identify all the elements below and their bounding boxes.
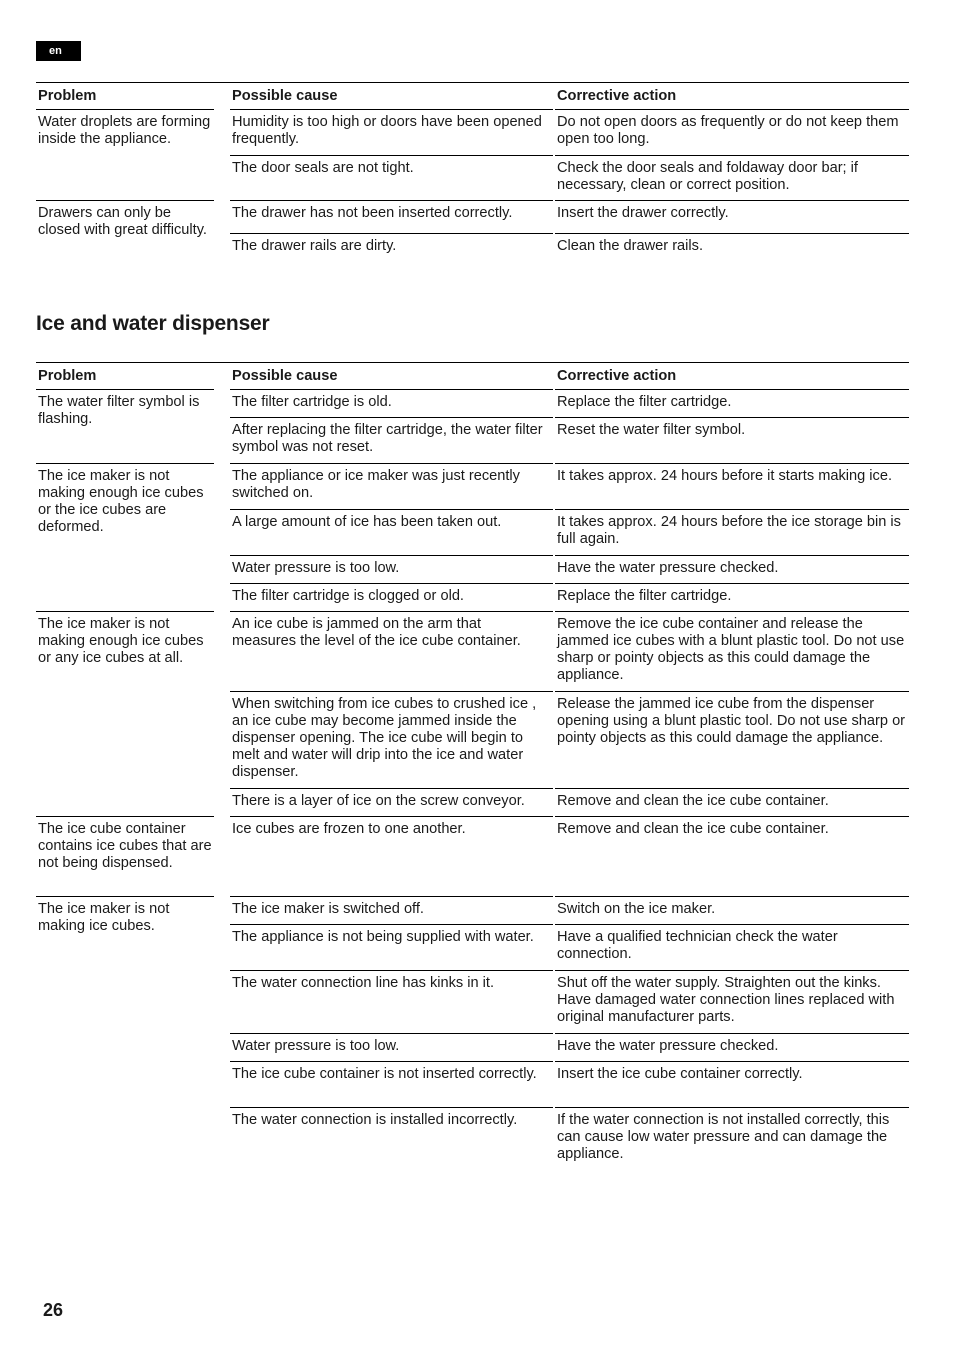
cause-cell: Ice cubes are frozen to one another.	[223, 816, 555, 896]
action-cell: Remove and clean the ice cube container.	[555, 816, 909, 896]
column-header-problem: Problem	[38, 88, 97, 104]
table-row	[36, 896, 909, 924]
cause-cell: The filter cartridge is old.	[223, 389, 555, 417]
cause-cell: The ice cube container is not inserted correctly.	[223, 1061, 555, 1107]
action-cell: Clean the drawer rails.	[555, 233, 909, 264]
action-cell: If the water connection is not installed correctly, this can cause low water pressure and can damage the appliance.	[555, 1107, 909, 1170]
action-cell: Remove and clean the ice cube container.	[555, 788, 909, 816]
action-cell: Check the door seals and foldaway door bar; if necessary, clean or correct position.	[555, 155, 909, 200]
page-number: 26	[43, 1300, 64, 1320]
table-row	[36, 611, 909, 691]
cause-cell: The filter cartridge is clogged or old.	[223, 583, 555, 611]
problem-cell: The ice maker is not making enough ice cubes or the ice cubes are deformed.	[36, 463, 223, 611]
cause-cell: The door seals are not tight.	[223, 155, 555, 200]
action-cell: Remove the ice cube container and release the jammed ice cubes with a blunt plastic tool. Do not use sharp or pointy objects as this could damage the appliance.	[555, 611, 909, 691]
action-cell: Insert the ice cube container correctly.	[555, 1061, 909, 1107]
cause-cell: When switching from ice cubes to crushed ice , an ice cube may become jammed inside the dispenser opening. The ice cube will begin to melt and water will drip into the ice and water dispenser.	[223, 691, 555, 788]
cause-cell: The appliance or ice maker was just recently switched on.	[223, 463, 555, 509]
column-header-cause: Possible cause	[232, 368, 338, 384]
action-cell: Release the jammed ice cube from the dispenser opening using a blunt plastic tool. Do not use sharp or pointy objects as this could damage the appliance.	[555, 691, 909, 788]
cause-cell: The ice maker is switched off.	[223, 896, 555, 924]
cause-cell: The appliance is not being supplied with water.	[223, 924, 555, 970]
column-header-action: Corrective action	[557, 368, 677, 384]
action-cell: Shut off the water supply. Straighten out the kinks. Have damaged water connection lines replaced with original manufacturer parts.	[555, 970, 909, 1033]
problem-cell: The ice maker is not making enough ice cubes or any ice cubes at all.	[36, 611, 223, 816]
column-header-problem: Problem	[38, 368, 97, 384]
problem-cell: Water droplets are forming inside the appliance.	[36, 109, 223, 200]
action-cell: Reset the water filter symbol.	[555, 417, 909, 463]
action-cell: Have the water pressure checked.	[555, 555, 909, 583]
troubleshooting-table-ice-water	[36, 362, 909, 1170]
action-cell: Do not open doors as frequently or do not keep them open too long.	[555, 109, 909, 155]
action-cell: Replace the filter cartridge.	[555, 389, 909, 417]
cause-cell: The water connection is installed incorrectly.	[223, 1107, 555, 1170]
cause-cell: The drawer has not been inserted correctly.	[223, 200, 555, 233]
column-header-cause: Possible cause	[232, 88, 338, 104]
action-cell: Have a qualified technician check the water connection.	[555, 924, 909, 970]
cause-cell: A large amount of ice has been taken out.	[223, 509, 555, 555]
action-cell: Have the water pressure checked.	[555, 1033, 909, 1061]
cause-cell: Water pressure is too low.	[223, 1033, 555, 1061]
table-row	[36, 389, 909, 417]
cause-cell: Water pressure is too low.	[223, 555, 555, 583]
action-cell: It takes approx. 24 hours before it starts making ice.	[555, 463, 909, 509]
problem-cell: The ice maker is not making ice cubes.	[36, 896, 223, 1170]
column-header-action: Corrective action	[557, 88, 677, 104]
table-row	[36, 463, 909, 509]
table-row	[36, 200, 909, 233]
cause-cell: There is a layer of ice on the screw conveyor.	[223, 788, 555, 816]
cause-cell: An ice cube is jammed on the arm that measures the level of the ice cube container.	[223, 611, 555, 691]
cause-cell: The water connection line has kinks in it.	[223, 970, 555, 1033]
language-badge: en	[36, 41, 81, 61]
action-cell: Insert the drawer correctly.	[555, 200, 909, 233]
problem-cell: Drawers can only be closed with great difficulty.	[36, 200, 223, 264]
problem-cell: The ice cube container contains ice cubes that are not being dispensed.	[36, 816, 223, 896]
cause-cell: The drawer rails are dirty.	[223, 233, 555, 264]
table-row	[36, 109, 909, 155]
action-cell: Replace the filter cartridge.	[555, 583, 909, 611]
problem-cell: The water filter symbol is flashing.	[36, 389, 223, 463]
table-row	[36, 816, 909, 896]
cause-cell: Humidity is too high or doors have been opened frequently.	[223, 109, 555, 155]
section-title: Ice and water dispenser	[36, 312, 270, 335]
troubleshooting-table-general	[36, 82, 909, 264]
action-cell: Switch on the ice maker.	[555, 896, 909, 924]
cause-cell: After replacing the filter cartridge, the water filter symbol was not reset.	[223, 417, 555, 463]
action-cell: It takes approx. 24 hours before the ice storage bin is full again.	[555, 509, 909, 555]
